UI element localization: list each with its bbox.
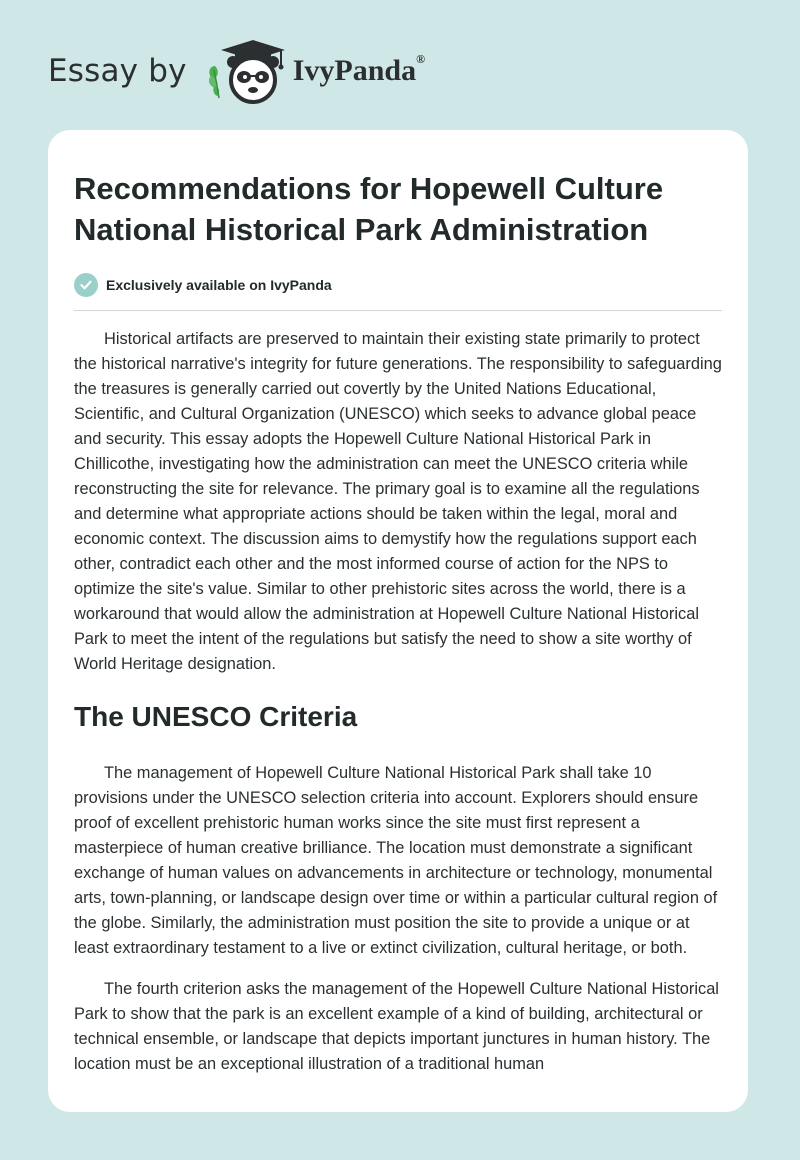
registered-mark: ® <box>416 52 426 66</box>
exclusive-badge-label: Exclusively available on IvyPanda <box>106 277 332 293</box>
section-paragraph: The fourth criterion asks the management of the Hopewell Culture National Historical Park to show that the park is an excellent example of a kind of building, architectural or technical ensemble, or landscape that depicts important junctures in human history. The location must be an exceptional illustration of a traditional human <box>74 980 719 1073</box>
page-title: Recommendations for Hopewell Culture National Historical Park Administration <box>74 171 664 247</box>
panda-logo-icon[interactable] <box>205 36 289 106</box>
check-icon <box>74 273 98 297</box>
site-header <box>48 36 425 106</box>
essay-card <box>48 130 748 1112</box>
brand-name: IvyPanda <box>292 54 417 87</box>
intro-paragraph: Historical artifacts are preserved to maintain their existing state primarily to protect the historical narrative's integrity for future generations. The responsibility to safeguarding the treasures is generally carried out covertly by the United Nations Educational, Scientific, and Cultural Organization (UNESCO) which seeks to advance global peace and security. This essay adopts the Hopewell Culture National Historical Park in Chillicothe, investigating how the administration can meet the UNESCO criteria while reconstructing the site for relevance. The primary goal is to examine all the regulations and determine what appropriate actions should be taken within the legal, moral and economic context. The discussion aims to demystify how the regulations support each other, contradict each other and the most informed course of action for the NPS to optimize the site's value. Similar to other prehistoric sites across the world, there is a workaround that would allow the administration at Hopewell Culture National Historical Park to meet the intent of the regulations but satisfy the need to show a site worthy of World Heritage designation. <box>74 330 722 673</box>
essay-by-label: Essay by <box>48 53 187 89</box>
exclusive-badge <box>74 272 722 298</box>
section-paragraph: The management of Hopewell Culture National Historical Park shall take 10 provisions under the UNESCO selection criteria into account. Explorers should ensure proof of excellent prehistoric human works since the site must first represent a masterpiece of human creative brilliance. The location must demonstrate a significant exchange of human values on advancements in architecture or technology, monumental arts, town-planning, or landscape design over time or within a particular cultural region of the globe. Similarly, the administration must position the site to provide a unique or at least extraordinary testament to a live or extinct civilization, cultural heritage, or both. <box>74 764 718 957</box>
divider <box>74 310 722 311</box>
section-heading: The UNESCO Criteria <box>74 701 358 732</box>
brand-logo-text[interactable] <box>293 54 425 88</box>
